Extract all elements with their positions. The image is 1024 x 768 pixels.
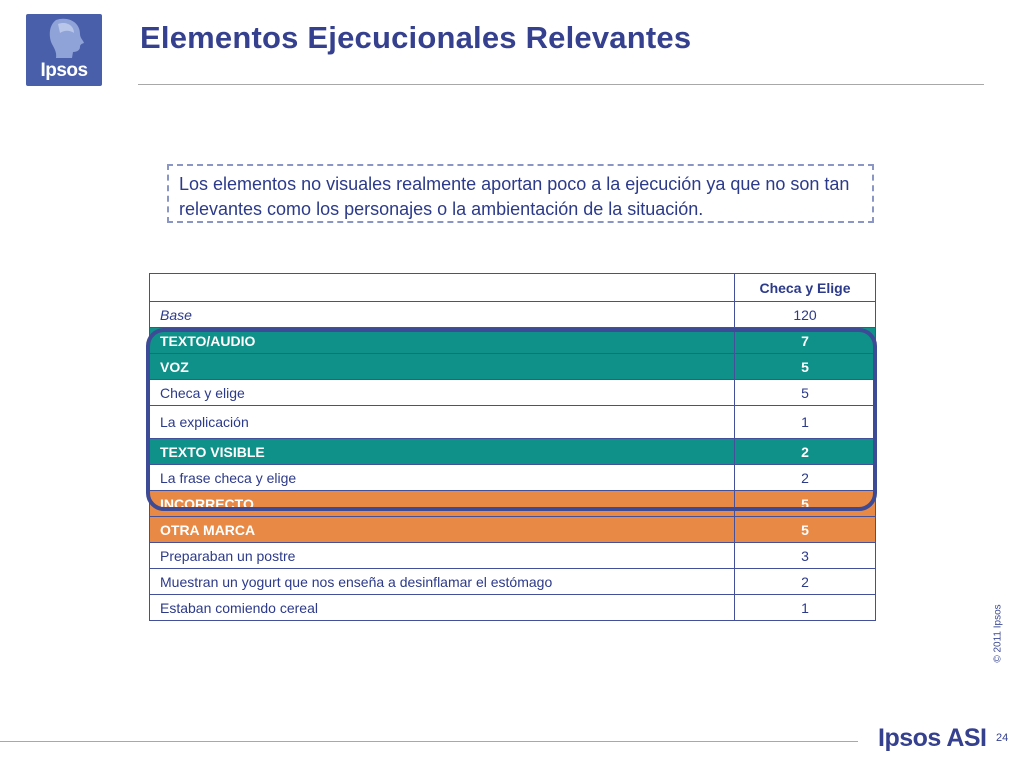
row-value-cell: 7 [735,328,876,354]
row-label-cell: OTRA MARCA [150,517,735,543]
table-row [150,328,876,354]
row-label-cell: Preparaban un postre [150,543,735,569]
row-value-cell: 1 [735,595,876,621]
base-value-cell: 120 [735,302,876,328]
base-row [150,302,876,328]
row-value-cell: 5 [735,517,876,543]
header-value-cell: Checa y Elige [735,274,876,302]
row-label-cell: VOZ [150,354,735,380]
table-row [150,569,876,595]
note-box: Los elementos no visuales realmente aportan poco a la ejecución ya que no son tan relevantes como los personajes o la ambientación de la situación. [167,164,874,223]
row-value-cell: 1 [735,406,876,439]
row-value-cell: 2 [735,465,876,491]
table-header-row [150,274,876,302]
row-label-cell: Checa y elige [150,380,735,406]
footer-brand: Ipsos ASI [878,724,987,752]
row-value-cell: 3 [735,543,876,569]
row-label-cell: TEXTO VISIBLE [150,439,735,465]
logo-text: Ipsos [40,60,88,81]
table-row [150,439,876,465]
header-label-cell [150,274,735,302]
table-row [150,354,876,380]
copyright-text: © 2011 Ipsos [992,604,1004,663]
row-value-cell: 2 [735,439,876,465]
row-label-cell: Estaban comiendo cereal [150,595,735,621]
row-label-cell: TEXTO/AUDIO [150,328,735,354]
table-row [150,465,876,491]
title-divider [138,84,984,85]
row-value-cell: 5 [735,380,876,406]
row-label-cell: La frase checa y elige [150,465,735,491]
row-value-cell: 2 [735,569,876,595]
table-row [150,406,876,439]
ipsos-logo [26,14,102,86]
footer-divider [0,741,858,742]
page-title: Elementos Ejecucionales Relevantes [140,20,692,55]
table-row [150,543,876,569]
results-table [149,273,876,621]
base-label-cell: Base [150,302,735,328]
table-row [150,380,876,406]
table-row [150,595,876,621]
page-number: 24 [996,732,1009,744]
row-label-cell: INCORRECTO [150,491,735,517]
row-label-cell: La explicación [150,406,735,439]
row-label-cell: Muestran un yogurt que nos enseña a desinflamar el estómago [150,569,735,595]
row-value-cell: 5 [735,354,876,380]
row-value-cell: 5 [735,491,876,517]
table-row [150,491,876,517]
table-row [150,517,876,543]
